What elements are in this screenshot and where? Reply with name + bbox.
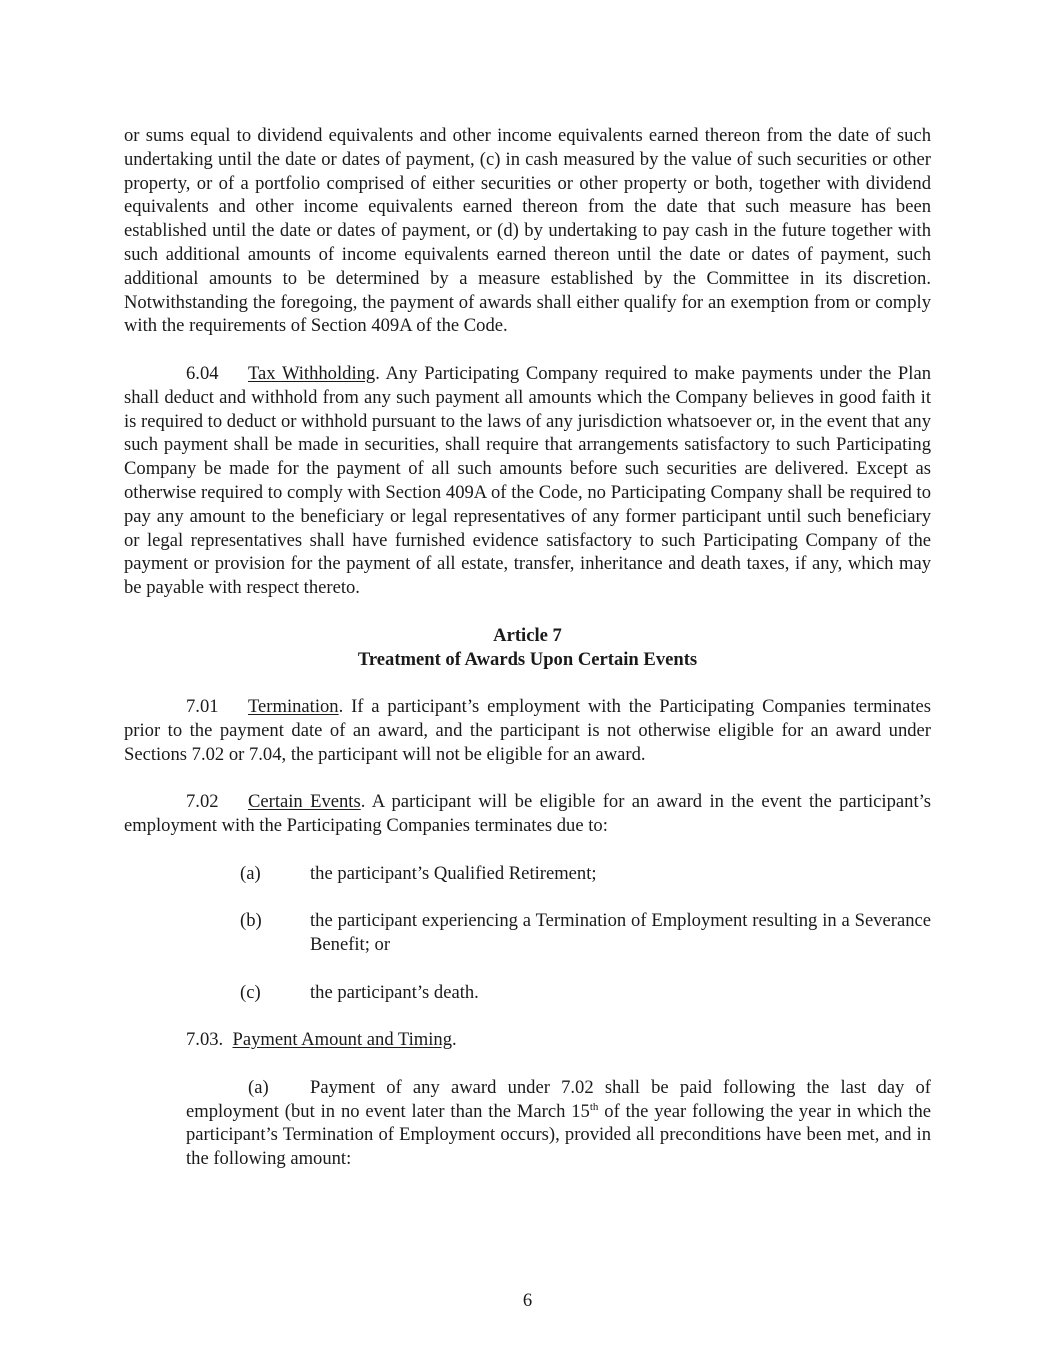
document-page [124, 124, 931, 1171]
section-7-03-a [186, 1076, 931, 1171]
section-end: . [452, 1029, 457, 1051]
section-number: 7.03. [186, 1029, 224, 1051]
sub-text-1: Payment of any award under 7.02 shall be paid following the last day of employment (but in no event later than the March 15 [186, 1076, 931, 1122]
list-text: the participant’s death. [310, 981, 479, 1003]
section-title: Payment Amount and Timing [232, 1029, 453, 1051]
section-6-04 [124, 362, 931, 600]
list-label: (c) [240, 981, 261, 1003]
list-item-c [240, 981, 931, 1005]
list-label: (b) [240, 910, 262, 932]
sub-label: (a) [248, 1076, 269, 1098]
page-number: 6 [522, 1290, 533, 1311]
continuation-paragraph: or sums equal to dividend equivalents and other income equivalents earned thereon from the date of such undertaking until the date or dates of payment, (c) in cash measured by the value of such securities or other property, or of a portfolio comprised of either securities or other property or both, together with dividend equivalents and other income equivalents earned thereon from the date that such measure has been established until the date or dates of payment, or (d) by undertaking to pay cash in the future together with such additional amounts of income equivalents earned thereon until the date or dates of payment, such additional amounts to be determined by a measure established by the Committee in its discretion. Notwithstanding the foregoing, the payment of awards shall either qualify for an exemption from or comply with the requirements of Section 409A of the Code. [124, 125, 931, 337]
section-body: . A participant will be eligible for an award in the event the participant’s employment with the Participating Companies terminates due to: [124, 791, 932, 837]
section-title: Tax Withholding [248, 362, 376, 384]
list-text: the participant’s Qualified Retirement; [310, 862, 597, 884]
section-title: Termination [248, 696, 339, 718]
section-number: 7.01 [186, 696, 219, 718]
section-body: . Any Participating Company required to make payments under the Plan shall deduct and withhold from any such payment all amounts which the Company believes in good faith it is required to deduct or withhold pursuant to the laws of any jurisdiction whatsoever or, in the event that any such payment shall be made in securities, shall require that arrangements satisfactory to such Participating Company be made for the payment of all such amounts before such securities are delivered. Except as otherwise required to comply with Section 409A of the Code, no Participating Company shall be required to pay any amount to the beneficiary or legal representatives of any former participant until such beneficiary or legal representatives shall have furnished evidence satisfactory to such Participating Company of the payment or provision for the payment of all estate, transfer, inheritance and death taxes, if any, which may be payable with respect thereto. [124, 362, 931, 599]
section-7-02 [124, 790, 931, 838]
list-text: the participant experiencing a Termination of Employment resulting in a Severance Benefit; or [310, 910, 931, 956]
section-body: . If a participant’s employment with the Participating Companies terminates prior to the payment date of an award, and the participant is not otherwise eligible for an award under Sections 7.02 or 7.04, the participant will not be eligible for an award. [124, 696, 931, 765]
sub-text-2: of the year following the year in which the participant’s Termination of Employment occurs), provided all preconditions have been met, and in the following amount: [186, 1100, 931, 1170]
list-item-a [240, 862, 931, 886]
article-title: Treatment of Awards Upon Certain Events [357, 648, 698, 670]
ordinal-suffix: th [589, 1100, 599, 1113]
article-heading [124, 624, 931, 672]
section-title: Certain Events [248, 791, 361, 813]
article-number: Article 7 [493, 624, 562, 646]
section-7-03 [124, 1028, 931, 1052]
section-number: 7.02 [186, 791, 219, 813]
section-7-01 [124, 695, 931, 766]
list-label: (a) [240, 862, 261, 884]
list-item-b [240, 909, 931, 957]
section-number: 6.04 [186, 362, 219, 384]
